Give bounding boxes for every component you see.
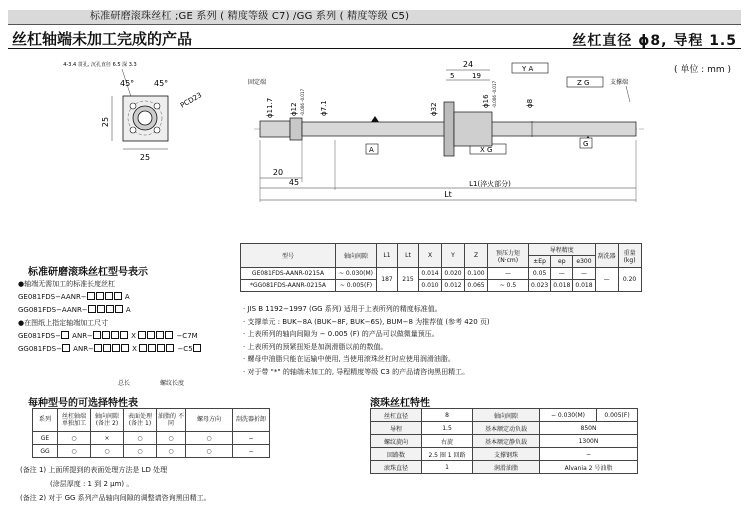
model-gg-custom: GG081FDS− ANR− X −C5 <box>18 343 202 356</box>
dim-19: 19 <box>472 72 481 80</box>
fcf-perp-g: Z G <box>577 79 590 87</box>
model-gg-standard: GG081FDS−AANR− A <box>18 306 131 314</box>
dim-20: 20 <box>272 168 284 177</box>
note-item: · 上表所列的预紧扭矩是加润滑脂以前的数值。 <box>243 342 388 351</box>
col-x: X <box>419 244 442 268</box>
series-line: 标准研磨滚珠丝杠 ;GE 系列 ( 精度等级 C7) /GG 系列 ( 精度等级 C5) <box>90 11 410 22</box>
char-table <box>370 408 638 474</box>
dim-5: 5 <box>450 72 455 80</box>
dia-8: ϕ8 <box>526 98 534 108</box>
cell-backlash: ~ 0.005(F) <box>336 280 377 292</box>
table-row <box>241 268 642 280</box>
table-row: 回路数 2.5 圈 1 回路 支撑钢珠 − <box>371 448 638 461</box>
cell-model: *GG081FDS-AANR-0215A <box>241 280 336 292</box>
col-lead-accuracy: 导程精度 <box>529 244 596 256</box>
avail-col-nut-dir: 螺母方向 <box>186 409 233 432</box>
note-item: · 支撑单元 : BUK−8A (BUK−8F, BUK−6S), BUM−8 为推荐值 (参考 420 页) <box>243 317 490 326</box>
fixed-end-label: 固定端 <box>248 79 267 86</box>
bullet-standard: ●轴端无需加工的标准长度丝杠 <box>18 280 116 288</box>
cell-l1: 187 <box>377 268 398 292</box>
avail-col-series: 系列 <box>33 409 58 432</box>
dia-12: ϕ12 <box>290 102 298 116</box>
col-weight: 重量 (kg) <box>618 244 641 268</box>
note-item: · 对于带 "*" 的轴端未加工的, 导程精度等级 C3 的产品请咨询黑田精工。 <box>243 367 470 376</box>
model-ge-custom: GE081FDS− ANR− X −C7M <box>18 332 198 340</box>
unit-label: ( 单位 : mm ) <box>673 65 731 75</box>
cell-ep: — <box>551 268 573 280</box>
cell-z: 0.065 <box>465 280 488 292</box>
table-row <box>241 280 642 292</box>
footnote-2: (备注 2) 对于 GG 系列产品轴向间隙的调整请咨询黑田精工。 <box>20 494 211 502</box>
avail-col-end: 丝杠轴端 单独加工 <box>58 409 91 432</box>
footnote-1-cont: (涂层厚度 : 1 到 2 μm) 。 <box>50 480 134 488</box>
dim-24: 24 <box>462 60 474 69</box>
notes-list <box>243 303 490 378</box>
cell-lt: 215 <box>398 268 419 292</box>
table-row: 螺纹旋向 右旋 基本额定静负载 1300N <box>371 435 638 448</box>
support-end-label: 支撑端 <box>610 79 629 86</box>
avail-table <box>32 408 270 458</box>
dia-16: ϕ16 <box>482 94 490 108</box>
datum-g: G <box>583 140 589 148</box>
angle-label-2: 45° <box>154 79 169 88</box>
col-y: Y <box>442 244 465 268</box>
table-row: 导程 1.5 基本额定动负载 850N <box>371 422 638 435</box>
nut-flange <box>444 102 454 156</box>
col-ep: ep <box>551 256 573 268</box>
model-section-title: 标准研磨滚珠丝杠型号表示 <box>28 267 148 278</box>
page-title: 丝杠轴端未加工完成的产品 <box>12 30 193 48</box>
table-row: 滚珠直径 1 润滑油脂 Alvania 2 号油脂 <box>371 461 638 474</box>
avail-col-wiper: 刮洗器折卸 <box>233 409 270 432</box>
spec-title: 丝杠直径 ϕ8, 导程 1.5 <box>572 33 737 49</box>
dia-11-7: ϕ11.7 <box>266 97 274 118</box>
model-ge-standard: GE081FDS−AANR− A <box>18 293 130 301</box>
avail-col-grease: 油脂的 不同 <box>157 409 186 432</box>
cell-y: 0.020 <box>442 268 465 280</box>
dim-l1: L1(淬火部分) <box>469 180 511 188</box>
note-item: · JIS B 1192−1997 (GG 系列) 适用于上表所列的精度标准值。 <box>243 305 442 313</box>
thread-length-label: 螺纹长度 <box>160 380 185 387</box>
col-e300: e300 <box>573 256 595 268</box>
col-backlash: 轴向间隙 <box>336 244 377 268</box>
col-lt: Lt <box>398 244 419 268</box>
avail-col-backlash: 轴向间隙 (备注 2) <box>91 409 124 432</box>
note-item: · 螺母中油脂只能在运输中使用, 当使用滚珠丝杠时应使用润滑油脂。 <box>243 355 455 363</box>
col-torque: 预压力矩 (N·cm) <box>488 244 529 268</box>
nut-body <box>454 112 492 146</box>
cell-backlash: ~ 0.030(M) <box>336 268 377 280</box>
footnote-1: (备注 1) 上面所提到的表面处理方法是 LD 处理 <box>20 466 168 474</box>
cell-ep: 0.018 <box>551 280 573 292</box>
avail-col-surface: 表面处理 (备注 1) <box>124 409 157 432</box>
col-wiper: 刮洗器 <box>595 244 618 268</box>
cell-x: 0.010 <box>419 280 442 292</box>
cell-model: GE081FDS-AANR-0215A <box>241 268 336 280</box>
cell-torque: — <box>488 268 529 280</box>
cell-ep-pm: 0.023 <box>529 280 551 292</box>
dia-7-1: ϕ7.1 <box>320 100 328 116</box>
cell-x: 0.014 <box>419 268 442 280</box>
dim-45: 45 <box>288 178 300 187</box>
avail-section-title: 每种型号的可选择特性表 <box>28 398 138 409</box>
cell-y: 0.012 <box>442 280 465 292</box>
dim-25-vertical: 25 <box>101 116 110 128</box>
spec-table <box>240 243 642 292</box>
table-row: 丝杠直径 8 轴向间隙 − 0.030(M) 0.005(F) <box>371 409 638 422</box>
cell-weight: 0.20 <box>618 268 641 292</box>
table-row: GG ○ ○ ○ ○ ○ − <box>33 445 270 458</box>
cell-z: 0.100 <box>465 268 488 280</box>
dia-32: ϕ32 <box>430 102 438 116</box>
table-row: GE ○ × ○ ○ ○ − <box>33 432 270 445</box>
cell-ep-pm: 0.05 <box>529 268 551 280</box>
col-model: 型号 <box>241 244 336 268</box>
shaft-fixed-end <box>260 121 290 137</box>
series-header-bar <box>8 10 741 25</box>
dia-16-tolerance: -0.006 -0.017 <box>492 80 497 108</box>
col-z: Z <box>465 244 488 268</box>
angle-label-1: 45° <box>120 79 135 88</box>
char-section-title: 滚珠丝杠特性 <box>370 398 430 409</box>
flange-drawing <box>14 56 214 168</box>
fcf-runout-g: X G <box>480 146 493 154</box>
col-l1: L1 <box>377 244 398 268</box>
note-item: · 上表所列的轴向间隙为 − 0.005 (F) 的产品可以做微量预压。 <box>243 330 439 338</box>
col-ep-pm: ±Ep <box>529 256 551 268</box>
fcf-runout-a: Y A <box>522 65 534 73</box>
shaft-journal <box>290 118 302 140</box>
cell-e300: 0.018 <box>573 280 595 292</box>
total-length-label: 总长 <box>118 380 131 387</box>
pcd-label: PCD23 <box>179 91 204 110</box>
shaft-drawing <box>232 56 652 210</box>
cell-e300: — <box>573 268 595 280</box>
bullet-custom: ●在图纸上指定轴端加工尺寸 <box>18 319 109 327</box>
datum-a: A <box>369 146 374 154</box>
model-designation <box>18 278 202 356</box>
dim-lt: Lt <box>444 190 452 199</box>
dim-25-horizontal: 25 <box>139 153 151 162</box>
dia-12-tolerance: -0.006 -0.017 <box>300 88 305 116</box>
cell-torque: ~ 0.5 <box>488 280 529 292</box>
cell-wiper: — <box>595 268 618 292</box>
footnotes <box>20 463 211 505</box>
flange-hole-note: 4-3.4 贯孔, 沉孔直径 6.5 深 3.3 <box>63 62 137 68</box>
